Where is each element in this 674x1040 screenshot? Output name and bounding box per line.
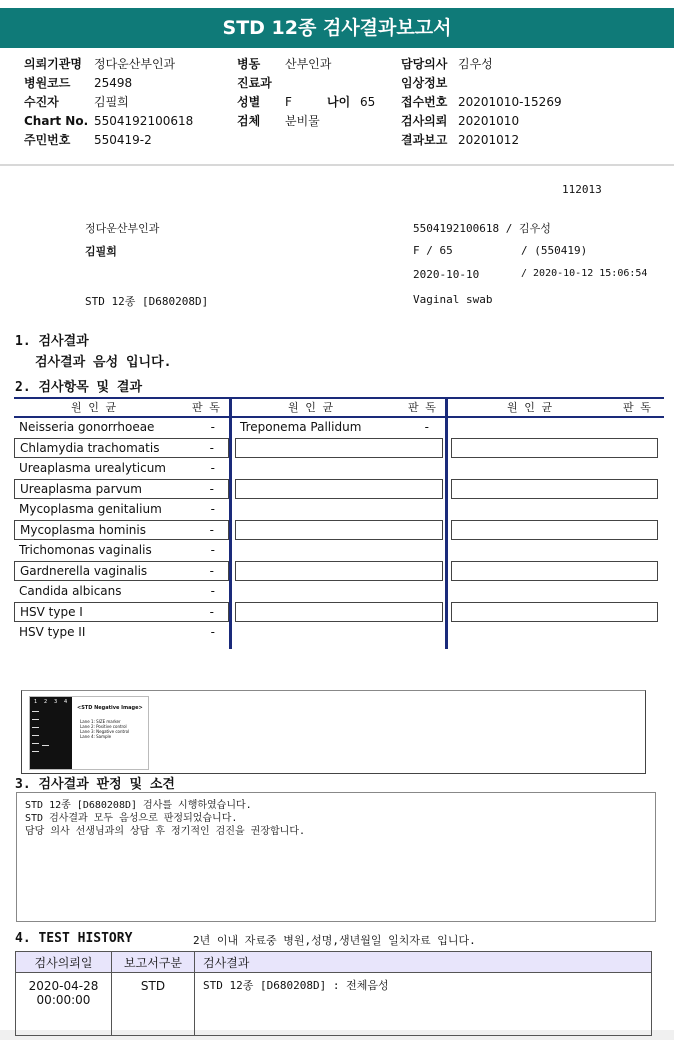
- table-row: [14, 479, 229, 499]
- column-header-pathogen: 원 인 균: [288, 401, 334, 414]
- empty-row: [451, 479, 658, 499]
- table-row: [14, 418, 229, 438]
- table-row: [235, 418, 443, 438]
- table-row: [14, 438, 229, 458]
- opinion-line: STD 검사결과 모두 음성으로 판정되었습니다.: [25, 813, 238, 824]
- empty-row: [235, 561, 443, 581]
- table-row: [14, 500, 229, 520]
- gel-band: [32, 743, 39, 744]
- table-row: [14, 582, 229, 602]
- header-value: 분비물: [285, 114, 320, 128]
- empty-row: [451, 438, 658, 458]
- header-value: 20201012: [458, 133, 520, 147]
- report-sex-age: F / 65: [413, 244, 453, 257]
- gel-lane-label: 1: [34, 699, 38, 705]
- gel-band: [32, 727, 39, 728]
- header-label: 진료과: [237, 76, 272, 90]
- gel-photo: [30, 697, 72, 769]
- gel-legend-item: Lane 4: Sample: [80, 734, 112, 739]
- empty-row: [235, 479, 443, 499]
- section-2-heading: 2. 검사항목 및 결과: [15, 380, 143, 395]
- empty-row: [451, 602, 658, 622]
- table-row: [14, 520, 229, 540]
- header-divider: [0, 164, 674, 166]
- table-row: [16, 973, 652, 1036]
- pathogen-name: Treponema Pallidum: [240, 420, 362, 434]
- gel-band: [32, 719, 39, 720]
- section-1-heading: 1. 검사결과: [15, 334, 89, 349]
- history-note: 2년 이내 자료중 병원,성명,생년월일 일치자료 입니다.: [193, 934, 476, 947]
- report-specimen: Vaginal swab: [413, 293, 493, 306]
- header-label: 담당의사: [401, 57, 448, 71]
- table-row: [14, 602, 229, 622]
- pathogen-result: -: [424, 420, 429, 434]
- header-col-1: [24, 55, 193, 150]
- history-header: 보고서구분: [112, 952, 195, 973]
- pathogen-name: Candida albicans: [19, 584, 122, 598]
- gel-legend-item: Lane 3: Negative control: [80, 729, 130, 734]
- report-code: 112013: [562, 183, 602, 196]
- section-3-heading: 3. 검사결과 판정 및 소견: [15, 777, 175, 792]
- pathogen-name: Ureaplasma urealyticum: [19, 461, 166, 475]
- table-row: [14, 623, 229, 643]
- gel-image: [29, 696, 149, 770]
- table-row: [14, 561, 229, 581]
- header-label: 접수번호: [401, 95, 448, 109]
- empty-row: [235, 520, 443, 540]
- history-type: STD: [112, 973, 195, 1036]
- history-header: 검사결과: [195, 952, 652, 973]
- gel-band: [32, 735, 39, 736]
- report-chart-doctor: 5504192100618 / 김우성: [413, 222, 551, 235]
- pathogen-result: -: [210, 625, 215, 639]
- result-summary: 검사결과 음성 입니다.: [35, 355, 172, 370]
- table-column-divider: [445, 397, 448, 649]
- header-value: 550419-2: [94, 133, 152, 147]
- header-label: 성별: [237, 95, 261, 109]
- gel-band: [32, 711, 39, 712]
- pathogen-name: Trichomonas vaginalis: [19, 543, 152, 557]
- pathogen-name: Mycoplasma genitalium: [19, 502, 162, 516]
- history-date: 2020-04-28 00:00:00: [16, 973, 112, 1036]
- pathogen-name: Chlamydia trachomatis: [20, 441, 160, 455]
- section-4-heading: 4. TEST HISTORY: [15, 931, 133, 946]
- opinion-line: 담당 의사 선생님과의 상담 후 정기적인 검진을 권장합니다.: [25, 826, 306, 837]
- gel-legend-item: Lane 1: SIZE marker: [80, 719, 121, 724]
- header-value: 산부인과: [285, 57, 332, 71]
- gel-band: [32, 751, 39, 752]
- gel-band: [42, 745, 49, 746]
- results-table: [14, 397, 664, 649]
- table-row: [14, 541, 229, 561]
- column-header-pathogen: 원 인 균: [71, 401, 117, 414]
- column-header-judge: 판 독: [623, 401, 651, 414]
- gel-lane-label: 4: [64, 699, 68, 705]
- header-value: 정다운산부인과: [94, 57, 176, 71]
- header-label: Chart No.: [24, 114, 89, 128]
- header-label: 수진자: [24, 95, 59, 109]
- history-result: STD 12종 [D680208D] : 전체음성: [195, 973, 652, 1036]
- report-date2: / 2020-10-12 15:06:54: [521, 268, 648, 279]
- opinion-line: STD 12종 [D680208D] 검사를 시행하였습니다.: [25, 800, 252, 811]
- header-label: 의뢰기관명: [24, 57, 82, 71]
- pathogen-name: Ureaplasma parvum: [20, 482, 142, 496]
- pathogen-result: -: [209, 523, 214, 537]
- gel-legend-item: Lane 2: Positive control: [80, 724, 127, 729]
- pathogen-result: -: [209, 605, 214, 619]
- report-hospital: 정다운산부인과: [85, 222, 160, 235]
- header-value: 5504192100618: [94, 114, 194, 128]
- report-patient: 김필희: [85, 245, 117, 258]
- header-col-3: [401, 55, 562, 150]
- pathogen-result: -: [210, 420, 215, 434]
- gel-image-box: [21, 690, 646, 774]
- table-column-divider: [229, 397, 232, 649]
- age-label: 나이: [327, 95, 351, 109]
- table-row: [14, 459, 229, 479]
- pathogen-name: Mycoplasma hominis: [20, 523, 146, 537]
- header-value: 25498: [94, 76, 133, 90]
- pathogen-result: -: [209, 564, 214, 578]
- pathogen-result: -: [210, 461, 215, 475]
- report-title: STD 12종 검사결과보고서: [0, 8, 674, 48]
- age-value: 65: [360, 95, 376, 109]
- gel-lane-label: 3: [54, 699, 58, 705]
- gel-title: <STD Negative Image>: [77, 705, 143, 711]
- header-label: 결과보고: [401, 133, 448, 147]
- empty-row: [235, 438, 443, 458]
- pathogen-result: -: [210, 502, 215, 516]
- pathogen-result: -: [210, 543, 215, 557]
- empty-row: [451, 520, 658, 540]
- header-value: 김필희: [94, 95, 129, 109]
- pathogen-name: Neisseria gonorrhoeae: [19, 420, 155, 434]
- header-col-2: [237, 55, 375, 131]
- history-header: 검사의뢰일: [16, 952, 112, 973]
- column-header-pathogen: 원 인 균: [507, 401, 553, 414]
- header-value: 20201010: [458, 114, 520, 128]
- report-birth: / (550419): [521, 244, 588, 257]
- empty-row: [451, 561, 658, 581]
- pathogen-name: HSV type I: [20, 605, 83, 619]
- pathogen-result: -: [209, 482, 214, 496]
- report-test: STD 12종 [D680208D]: [85, 295, 209, 308]
- header-label: 병동: [237, 57, 261, 71]
- header-value: 김우성: [458, 57, 493, 71]
- empty-row: [235, 602, 443, 622]
- pathogen-name: HSV type II: [19, 625, 86, 639]
- header-value: 20201010-15269: [458, 95, 562, 109]
- report-date1: 2020-10-10: [413, 268, 480, 281]
- header-value: F: [285, 95, 292, 109]
- pathogen-result: -: [209, 441, 214, 455]
- header-label: 임상정보: [401, 76, 448, 90]
- pathogen-result: -: [210, 584, 215, 598]
- opinion-box: [16, 792, 656, 922]
- header-label: 검사의뢰: [401, 114, 448, 128]
- column-header-judge: 판 독: [192, 401, 220, 414]
- header-label: 병원코드: [24, 76, 71, 90]
- header-label: 검체: [237, 114, 261, 128]
- history-table: [15, 951, 652, 1036]
- header-label: 주민번호: [24, 133, 71, 147]
- pathogen-name: Gardnerella vaginalis: [20, 564, 148, 578]
- column-header-judge: 판 독: [408, 401, 436, 414]
- gel-lane-label: 2: [44, 699, 48, 705]
